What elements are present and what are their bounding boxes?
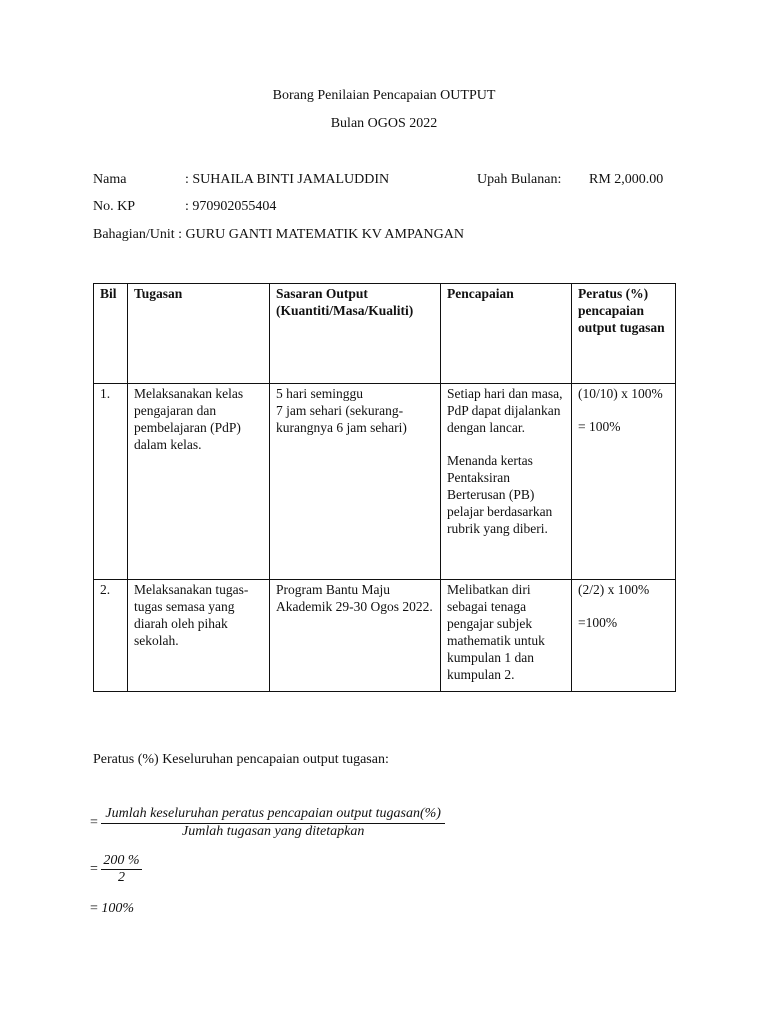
result-value: 100% (101, 901, 135, 916)
equals-sign: = (90, 815, 98, 831)
header-bil: Bil (94, 284, 128, 384)
cell-pencapaian: Melibatkan diri sebagai tenaga pengajar subjek mathematik untuk kumpulan 1 dan kumpulan 2. (441, 580, 572, 692)
peratus-calc: (2/2) x 100% (578, 582, 650, 597)
cell-sasaran: Program Bantu Maju Akademik 29-30 Ogos 2022. (270, 580, 441, 692)
output-table (93, 283, 676, 692)
cell-tugasan: Melaksanakan kelas pengajaran dan pembelajaran (PdP) dalam kelas. (128, 384, 270, 580)
fraction-denominator: Jumlah tugasan yang ditetapkan (182, 824, 365, 839)
kp-label: No. KP (93, 199, 136, 214)
cell-tugasan: Melaksanakan tugas-tugas semasa yang diarah oleh pihak sekolah. (128, 580, 270, 692)
fraction (101, 806, 445, 840)
fraction-numerator: Jumlah keseluruhan peratus pencapaian output tugasan(%) (101, 806, 445, 824)
bahagian-value: Bahagian/Unit : GURU GANTI MATEMATIK KV AMPANGAN (93, 227, 464, 242)
nama-label: Nama (93, 172, 127, 187)
header-peratus: Peratus (%) pencapaian output tugasan (572, 284, 676, 384)
fraction-numerator: 200 % (103, 853, 140, 868)
table-header-row (94, 284, 676, 384)
header-tugasan: Tugasan (128, 284, 270, 384)
upah-label: Upah Bulanan: (477, 172, 562, 187)
fraction-denominator: 2 (117, 870, 125, 885)
peratus-result: =100% (578, 615, 618, 630)
cell-pencapaian (441, 384, 572, 580)
cell-bil: 2. (94, 580, 128, 692)
formula-result (90, 901, 134, 917)
header-pencapaian: Pencapaian (441, 284, 572, 384)
sasaran-line: 5 hari seminggu (276, 386, 363, 401)
equals-sign: = (90, 861, 98, 877)
nama-value: : SUHAILA BINTI JAMALUDDIN (185, 172, 390, 187)
peratus-result: = 100% (578, 419, 621, 434)
upah-value: RM 2,000.00 (589, 172, 664, 187)
table-row (94, 384, 676, 580)
equals-sign: = (90, 901, 98, 916)
fraction (101, 853, 141, 886)
kp-value: : 970902055404 (185, 199, 277, 214)
formula-substituted (90, 853, 142, 886)
pencapaian-paragraph: Menanda kertas Pentaksiran Berterusan (PB) pelajar berdasarkan rubrik yang diberi. (447, 453, 553, 536)
cell-sasaran (270, 384, 441, 580)
formula-general (90, 806, 445, 840)
cell-peratus (572, 384, 676, 580)
peratus-calc: (10/10) x 100% (578, 386, 663, 401)
pencapaian-paragraph: Setiap hari dan masa, PdP dapat dijalankan dengan lancar. (447, 386, 563, 435)
summary-label: Peratus (%) Keseluruhan pencapaian output tugasan: (93, 752, 389, 767)
cell-peratus (572, 580, 676, 692)
form-subtitle: Bulan OGOS 2022 (330, 116, 438, 131)
sasaran-line: 7 jam sehari (sekurang-kurangnya 6 jam sehari) (276, 403, 407, 435)
header-sasaran: Sasaran Output (Kuantiti/Masa/Kualiti) (270, 284, 441, 384)
form-title: Borang Penilaian Pencapaian OUTPUT (272, 88, 496, 103)
cell-bil: 1. (94, 384, 128, 580)
table-row (94, 580, 676, 692)
